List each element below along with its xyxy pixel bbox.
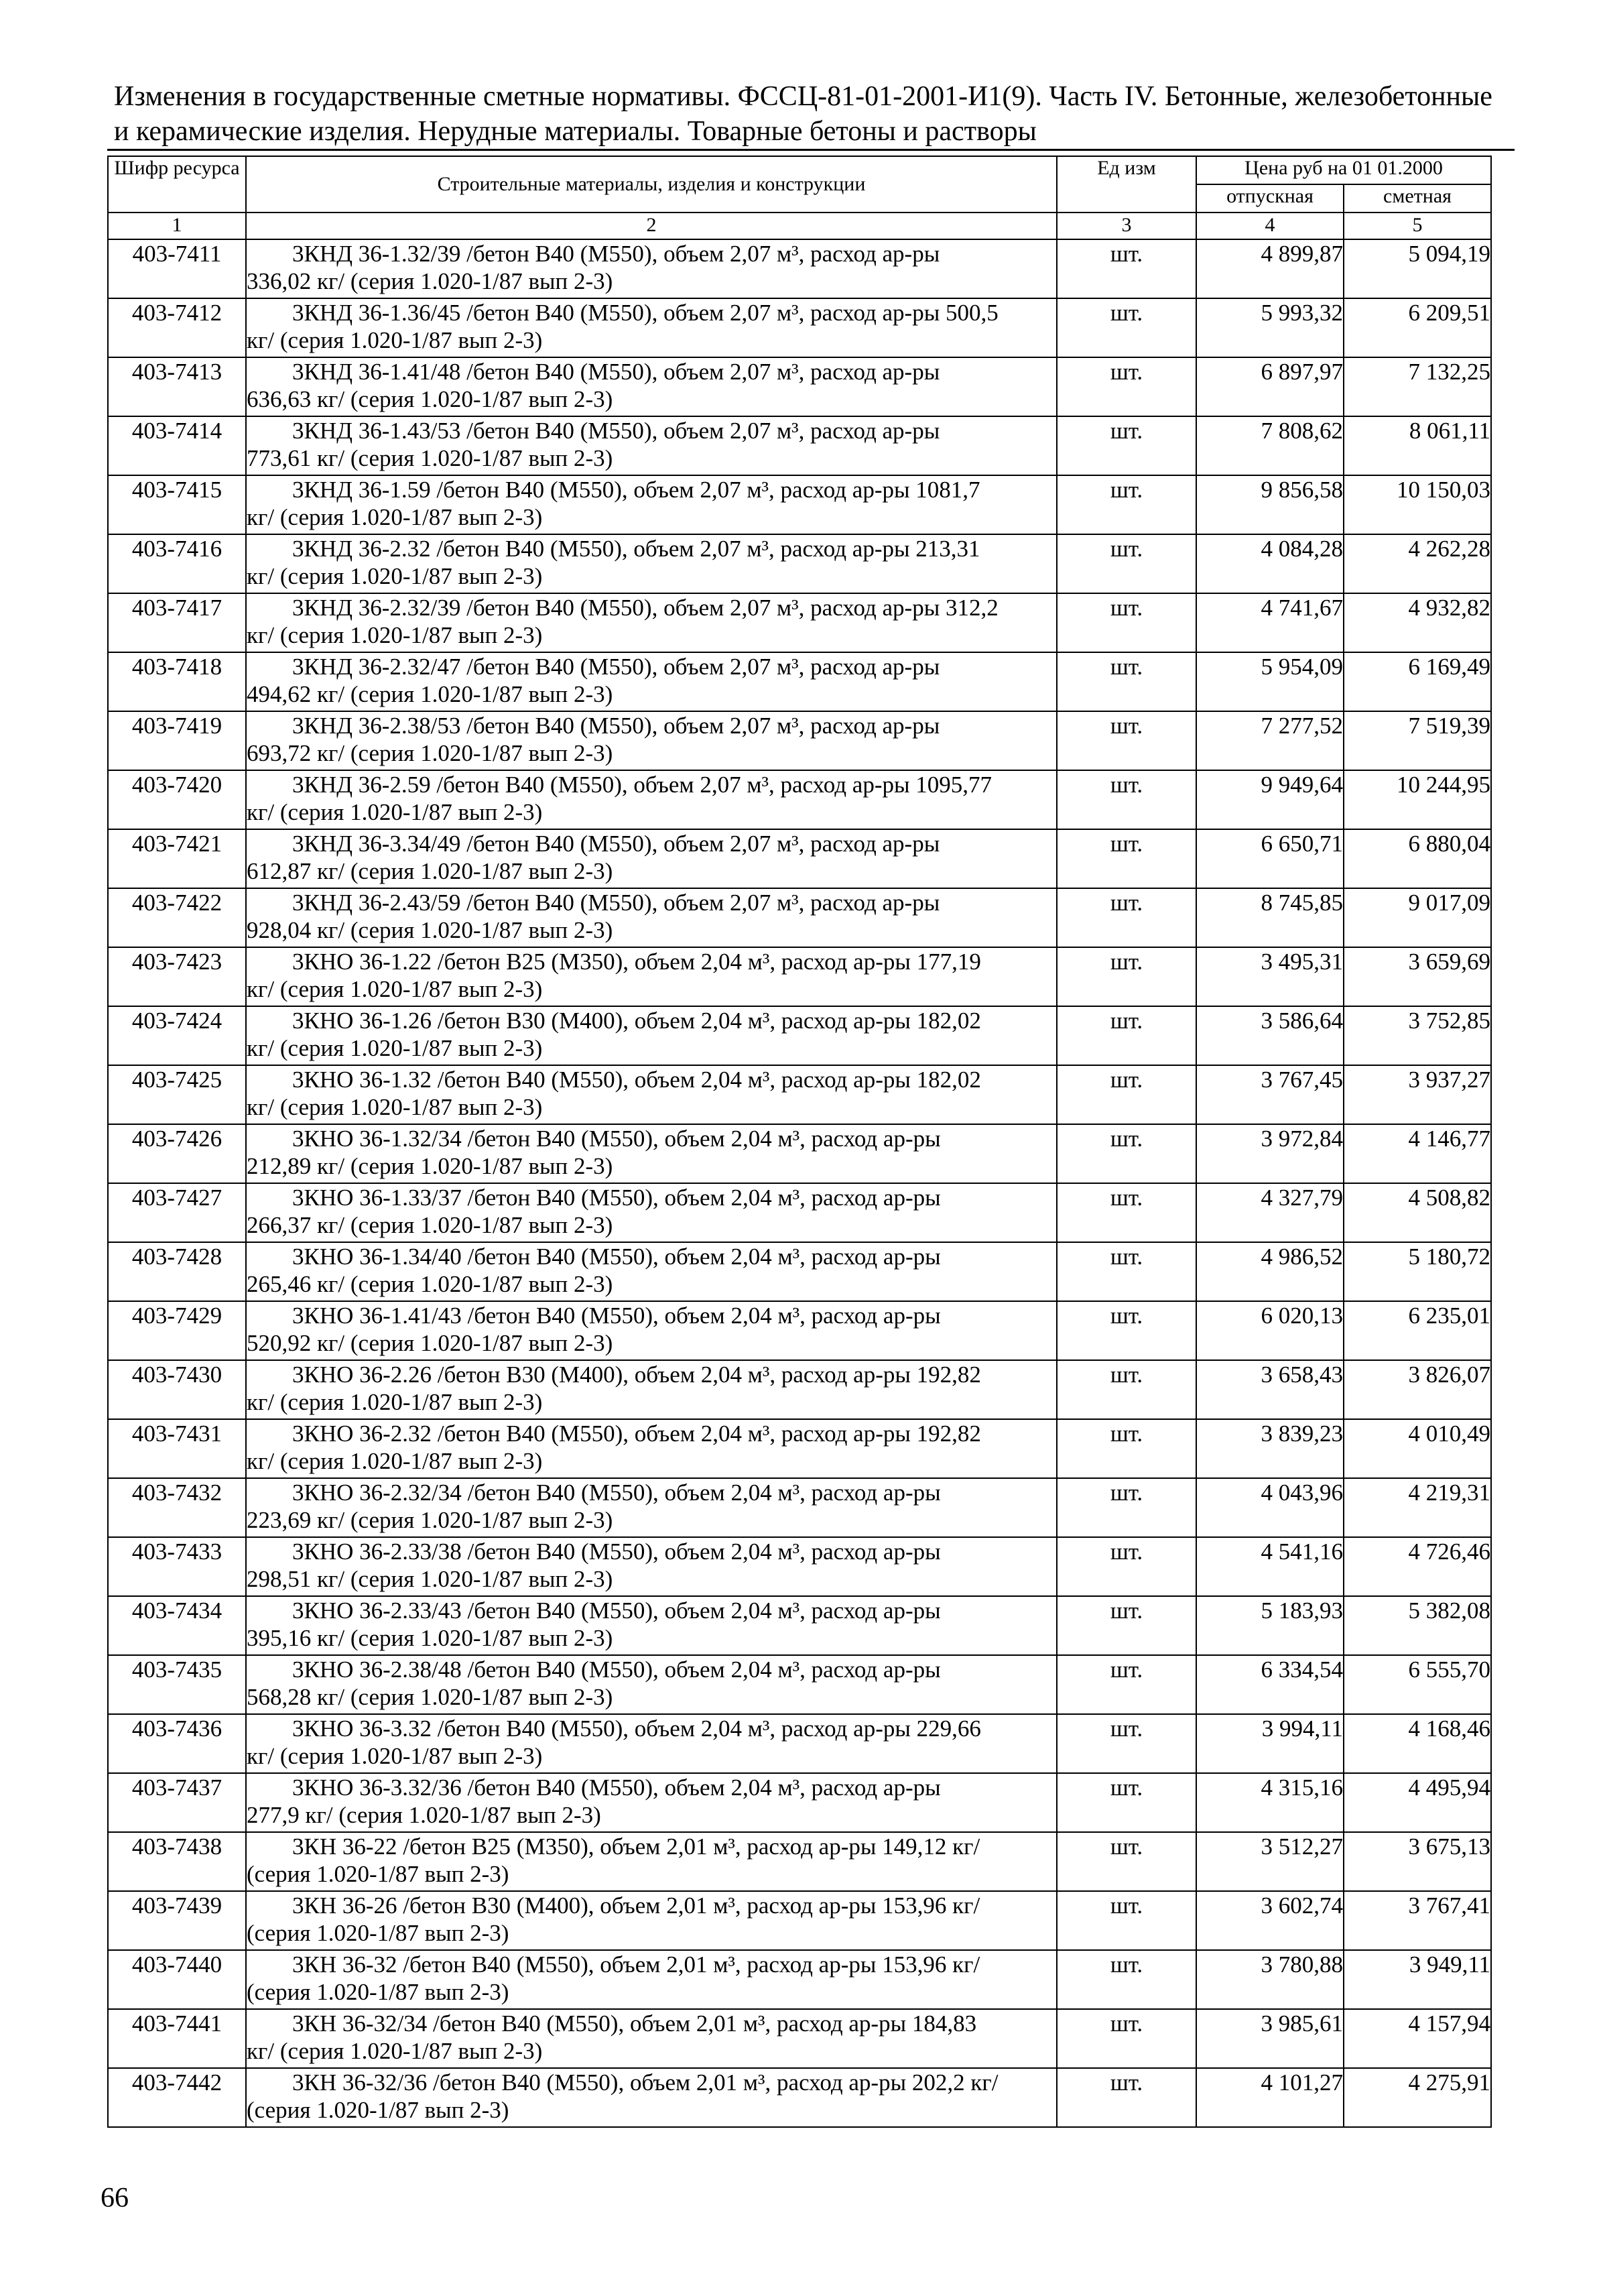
resource-code: 403-7413	[108, 357, 246, 416]
unit: шт.	[1057, 1891, 1196, 1950]
price-estimate: 7 132,25	[1344, 357, 1491, 416]
material-name-line: 3КН 36-32/36 /бетон В40 (М550), объем 2,01 м³, расход ар-ры 202,2 кг/	[292, 2069, 999, 2096]
material-name-line: 3КНД 36-2.32/39 /бетон В40 (М550), объем 2,07 м³, расход ар-ры 312,2	[292, 595, 999, 621]
material-name	[246, 1891, 1057, 1950]
material-name-line: 3КНД 36-1.32/39 /бетон В40 (М550), объем 2,07 м³, расход ар-ры	[292, 241, 940, 267]
table-row	[108, 1065, 1491, 1124]
resource-code: 403-7436	[108, 1714, 246, 1773]
material-name-line: 3КНО 36-2.32/34 /бетон В40 (М550), объем 2,04 м³, расход ар-ры	[292, 1479, 941, 1506]
unit: шт.	[1057, 1950, 1196, 2009]
material-name-line: (серия 1.020-1/87 вып 2-3)	[247, 1861, 509, 1887]
resource-code: 403-7423	[108, 947, 246, 1006]
material-name	[246, 1301, 1057, 1360]
price-release: 3 512,27	[1196, 1832, 1344, 1891]
page-number: 66	[101, 2183, 129, 2214]
material-name	[246, 1006, 1057, 1065]
material-name-line: 3КНО 36-3.32/36 /бетон В40 (М550), объем 2,04 м³, расход ар-ры	[292, 1774, 941, 1801]
table-row	[108, 2068, 1491, 2127]
price-release: 4 043,96	[1196, 1478, 1344, 1537]
resource-code: 403-7427	[108, 1183, 246, 1242]
material-name-line: 3КНО 36-3.32 /бетон В40 (М550), объем 2,04 м³, расход ар-ры 229,66	[292, 1715, 981, 1742]
resource-code: 403-7430	[108, 1360, 246, 1419]
resource-code: 403-7425	[108, 1065, 246, 1124]
price-release: 3 586,64	[1196, 1006, 1344, 1065]
table-row	[108, 888, 1491, 947]
resource-code: 403-7426	[108, 1124, 246, 1183]
material-name-line: 223,69 кг/ (серия 1.020-1/87 вып 2-3)	[247, 1507, 613, 1533]
material-name-line: 494,62 кг/ (серия 1.020-1/87 вып 2-3)	[247, 681, 613, 707]
material-name	[246, 1360, 1057, 1419]
resource-code: 403-7416	[108, 534, 246, 593]
price-estimate: 4 275,91	[1344, 2068, 1491, 2127]
material-name-line: 3КНД 36-1.59 /бетон В40 (М550), объем 2,07 м³, расход ар-ры 1081,7	[292, 477, 980, 503]
header-code: Шифр ресурса	[108, 156, 246, 213]
price-release: 3 602,74	[1196, 1891, 1344, 1950]
price-release: 9 856,58	[1196, 475, 1344, 534]
unit: шт.	[1057, 1596, 1196, 1655]
material-name	[246, 1950, 1057, 2009]
material-name	[246, 947, 1057, 1006]
unit: шт.	[1057, 711, 1196, 770]
resource-code: 403-7419	[108, 711, 246, 770]
table-row	[108, 1183, 1491, 1242]
material-name-line: 336,02 кг/ (серия 1.020-1/87 вып 2-3)	[247, 268, 613, 294]
table-row	[108, 829, 1491, 888]
material-name	[246, 534, 1057, 593]
table-row	[108, 1124, 1491, 1183]
price-release: 6 020,13	[1196, 1301, 1344, 1360]
table-row	[108, 239, 1491, 298]
material-name	[246, 829, 1057, 888]
material-name	[246, 1478, 1057, 1537]
price-release: 7 808,62	[1196, 416, 1344, 475]
header-unit: Ед изм	[1057, 156, 1196, 213]
material-name-line: 3КНО 36-1.32 /бетон В40 (М550), объем 2,04 м³, расход ар-ры 182,02	[292, 1067, 981, 1093]
price-estimate: 3 937,27	[1344, 1065, 1491, 1124]
material-name-line: 3КНО 36-2.26 /бетон В30 (М400), объем 2,04 м³, расход ар-ры 192,82	[292, 1362, 981, 1388]
resource-code: 403-7439	[108, 1891, 246, 1950]
material-name-line: 3КНД 36-2.59 /бетон В40 (М550), объем 2,07 м³, расход ар-ры 1095,77	[292, 772, 992, 798]
material-name	[246, 1537, 1057, 1596]
material-name-line: 3КНО 36-1.34/40 /бетон В40 (М550), объем 2,04 м³, расход ар-ры	[292, 1244, 941, 1270]
material-name-line: 3КНД 36-1.43/53 /бетон В40 (М550), объем 2,07 м³, расход ар-ры	[292, 418, 940, 444]
price-estimate: 4 508,82	[1344, 1183, 1491, 1242]
price-estimate: 4 010,49	[1344, 1419, 1491, 1478]
table-row	[108, 1242, 1491, 1301]
resource-code: 403-7432	[108, 1478, 246, 1537]
price-release: 3 972,84	[1196, 1124, 1344, 1183]
material-name-line: 3КНО 36-1.22 /бетон В25 (М350), объем 2,04 м³, расход ар-ры 177,19	[292, 949, 981, 975]
material-name-line: 636,63 кг/ (серия 1.020-1/87 вып 2-3)	[247, 386, 613, 412]
price-estimate: 4 932,82	[1344, 593, 1491, 652]
resource-code: 403-7440	[108, 1950, 246, 2009]
price-release: 3 495,31	[1196, 947, 1344, 1006]
material-name-line: 277,9 кг/ (серия 1.020-1/87 вып 2-3)	[247, 1802, 601, 1828]
material-name	[246, 593, 1057, 652]
price-release: 6 334,54	[1196, 1655, 1344, 1714]
material-name-line: 3КНД 36-2.32 /бетон В40 (М550), объем 2,07 м³, расход ар-ры 213,31	[292, 536, 980, 562]
price-estimate: 6 209,51	[1344, 298, 1491, 357]
material-name-line: 212,89 кг/ (серия 1.020-1/87 вып 2-3)	[247, 1153, 613, 1179]
unit: шт.	[1057, 416, 1196, 475]
table-row	[108, 1891, 1491, 1950]
table-row	[108, 652, 1491, 711]
price-estimate: 5 180,72	[1344, 1242, 1491, 1301]
material-name-line: кг/ (серия 1.020-1/87 вып 2-3)	[247, 1035, 543, 1061]
resource-code: 403-7434	[108, 1596, 246, 1655]
column-number-row	[108, 213, 1491, 239]
header-rule	[107, 149, 1515, 151]
price-estimate: 4 219,31	[1344, 1478, 1491, 1537]
unit: шт.	[1057, 1006, 1196, 1065]
resource-code: 403-7415	[108, 475, 246, 534]
material-name	[246, 1773, 1057, 1832]
header-price-release: отпускная	[1196, 184, 1344, 213]
resource-code: 403-7438	[108, 1832, 246, 1891]
price-estimate: 4 146,77	[1344, 1124, 1491, 1183]
material-name-line: 3КН 36-32/34 /бетон В40 (М550), объем 2,01 м³, расход ар-ры 184,83	[292, 2010, 977, 2037]
price-release: 3 780,88	[1196, 1950, 1344, 2009]
resource-code: 403-7442	[108, 2068, 246, 2127]
resource-code: 403-7441	[108, 2009, 246, 2068]
material-name	[246, 416, 1057, 475]
price-estimate: 8 061,11	[1344, 416, 1491, 475]
resource-code: 403-7437	[108, 1773, 246, 1832]
price-estimate: 7 519,39	[1344, 711, 1491, 770]
price-estimate: 3 752,85	[1344, 1006, 1491, 1065]
material-name	[246, 1065, 1057, 1124]
material-name-line: кг/ (серия 1.020-1/87 вып 2-3)	[247, 1448, 543, 1474]
resource-code: 403-7424	[108, 1006, 246, 1065]
unit: шт.	[1057, 298, 1196, 357]
table-row	[108, 1832, 1491, 1891]
unit: шт.	[1057, 1773, 1196, 1832]
material-name	[246, 357, 1057, 416]
table-row	[108, 1655, 1491, 1714]
price-estimate: 4 726,46	[1344, 1537, 1491, 1596]
column-number: 4	[1196, 213, 1344, 239]
resource-code: 403-7435	[108, 1655, 246, 1714]
unit: шт.	[1057, 1537, 1196, 1596]
material-name-line: 3КНД 36-1.36/45 /бетон В40 (М550), объем 2,07 м³, расход ар-ры 500,5	[292, 300, 999, 326]
material-name-line: 3КНО 36-1.26 /бетон В30 (М400), объем 2,04 м³, расход ар-ры 182,02	[292, 1008, 981, 1034]
resource-code: 403-7412	[108, 298, 246, 357]
unit: шт.	[1057, 888, 1196, 947]
material-name	[246, 1124, 1057, 1183]
price-release: 3 839,23	[1196, 1419, 1344, 1478]
material-name-line: 928,04 кг/ (серия 1.020-1/87 вып 2-3)	[247, 917, 613, 943]
price-estimate: 9 017,09	[1344, 888, 1491, 947]
table-row	[108, 416, 1491, 475]
material-name	[246, 1242, 1057, 1301]
material-name-line: 3КНО 36-2.33/38 /бетон В40 (М550), объем 2,04 м³, расход ар-ры	[292, 1538, 941, 1565]
table-row	[108, 1773, 1491, 1832]
material-name-line: 3КНО 36-1.33/37 /бетон В40 (М550), объем 2,04 м³, расход ар-ры	[292, 1185, 941, 1211]
price-release: 9 949,64	[1196, 770, 1344, 829]
resource-code: 403-7433	[108, 1537, 246, 1596]
material-name	[246, 1714, 1057, 1773]
material-name-line: кг/ (серия 1.020-1/87 вып 2-3)	[247, 1389, 543, 1415]
material-name-line: 773,61 кг/ (серия 1.020-1/87 вып 2-3)	[247, 445, 613, 471]
table-body	[108, 239, 1491, 2127]
unit: шт.	[1057, 534, 1196, 593]
material-name	[246, 1596, 1057, 1655]
price-estimate: 3 767,41	[1344, 1891, 1491, 1950]
unit: шт.	[1057, 1655, 1196, 1714]
column-number: 2	[246, 213, 1057, 239]
material-name	[246, 652, 1057, 711]
unit: шт.	[1057, 2009, 1196, 2068]
material-name-line: 3КНО 36-2.32 /бетон В40 (М550), объем 2,04 м³, расход ар-ры 192,82	[292, 1421, 981, 1447]
price-estimate: 6 169,49	[1344, 652, 1491, 711]
table-row	[108, 947, 1491, 1006]
price-estimate: 4 168,46	[1344, 1714, 1491, 1773]
table-row	[108, 1419, 1491, 1478]
table-row	[108, 1950, 1491, 2009]
unit: шт.	[1057, 1832, 1196, 1891]
material-name	[246, 239, 1057, 298]
material-name-line: 520,92 кг/ (серия 1.020-1/87 вып 2-3)	[247, 1330, 613, 1356]
price-release: 3 767,45	[1196, 1065, 1344, 1124]
material-name-line: 612,87 кг/ (серия 1.020-1/87 вып 2-3)	[247, 858, 613, 884]
material-name-line: 3КНД 36-1.41/48 /бетон В40 (М550), объем 2,07 м³, расход ар-ры	[292, 359, 940, 385]
page-header	[114, 79, 1508, 149]
price-estimate: 5 094,19	[1344, 239, 1491, 298]
price-release: 4 327,79	[1196, 1183, 1344, 1242]
material-name-line: 266,37 кг/ (серия 1.020-1/87 вып 2-3)	[247, 1212, 613, 1238]
material-name-line: 3КНО 36-2.33/43 /бетон В40 (М550), объем 2,04 м³, расход ар-ры	[292, 1597, 941, 1624]
material-name-line: 3КНО 36-1.32/34 /бетон В40 (М550), объем 2,04 м³, расход ар-ры	[292, 1126, 941, 1152]
unit: шт.	[1057, 829, 1196, 888]
material-name-line: 3КН 36-32 /бетон В40 (М550), объем 2,01 м³, расход ар-ры 153,96 кг/	[292, 1951, 980, 1978]
material-name-line: 3КНД 36-2.38/53 /бетон В40 (М550), объем 2,07 м³, расход ар-ры	[292, 713, 940, 739]
material-name	[246, 770, 1057, 829]
unit: шт.	[1057, 1183, 1196, 1242]
material-name	[246, 1832, 1057, 1891]
material-name-line: 395,16 кг/ (серия 1.020-1/87 вып 2-3)	[247, 1625, 613, 1651]
price-release: 3 985,61	[1196, 2009, 1344, 2068]
unit: шт.	[1057, 947, 1196, 1006]
unit: шт.	[1057, 1301, 1196, 1360]
unit: шт.	[1057, 1360, 1196, 1419]
material-name-line: (серия 1.020-1/87 вып 2-3)	[247, 1920, 509, 1946]
material-name-line: 265,46 кг/ (серия 1.020-1/87 вып 2-3)	[247, 1271, 613, 1297]
table-row	[108, 534, 1491, 593]
material-name-line: 3КНД 36-2.43/59 /бетон В40 (М550), объем 2,07 м³, расход ар-ры	[292, 890, 940, 916]
material-name-line: 3КНД 36-3.34/49 /бетон В40 (М550), объем 2,07 м³, расход ар-ры	[292, 831, 940, 857]
unit: шт.	[1057, 1124, 1196, 1183]
table-row	[108, 1596, 1491, 1655]
price-estimate: 6 235,01	[1344, 1301, 1491, 1360]
table-row	[108, 770, 1491, 829]
price-estimate: 3 826,07	[1344, 1360, 1491, 1419]
material-name	[246, 1183, 1057, 1242]
price-release: 6 650,71	[1196, 829, 1344, 888]
price-release: 3 994,11	[1196, 1714, 1344, 1773]
table-row	[108, 475, 1491, 534]
price-release: 7 277,52	[1196, 711, 1344, 770]
price-estimate: 5 382,08	[1344, 1596, 1491, 1655]
material-name-line: 298,51 кг/ (серия 1.020-1/87 вып 2-3)	[247, 1566, 613, 1592]
resource-code: 403-7431	[108, 1419, 246, 1478]
material-name-line: кг/ (серия 1.020-1/87 вып 2-3)	[247, 2038, 543, 2064]
price-release: 4 101,27	[1196, 2068, 1344, 2127]
price-release: 3 658,43	[1196, 1360, 1344, 1419]
resource-code: 403-7411	[108, 239, 246, 298]
price-release: 4 986,52	[1196, 1242, 1344, 1301]
price-release: 4 741,67	[1196, 593, 1344, 652]
material-name-line: кг/ (серия 1.020-1/87 вып 2-3)	[247, 1094, 543, 1120]
material-name	[246, 298, 1057, 357]
resource-code: 403-7418	[108, 652, 246, 711]
material-name-line: 568,28 кг/ (серия 1.020-1/87 вып 2-3)	[247, 1684, 613, 1710]
material-name	[246, 2009, 1057, 2068]
material-name-line: 3КН 36-26 /бетон В30 (М400), объем 2,01 м³, расход ар-ры 153,96 кг/	[292, 1892, 980, 1919]
material-name-line: кг/ (серия 1.020-1/87 вып 2-3)	[247, 799, 543, 825]
material-name-line: 3КНО 36-1.41/43 /бетон В40 (М550), объем 2,04 м³, расход ар-ры	[292, 1303, 941, 1329]
price-release: 4 315,16	[1196, 1773, 1344, 1832]
price-release: 4 541,16	[1196, 1537, 1344, 1596]
resource-code: 403-7422	[108, 888, 246, 947]
material-name-line: кг/ (серия 1.020-1/87 вып 2-3)	[247, 1743, 543, 1769]
table-row	[108, 298, 1491, 357]
header-price-group: Цена руб на 01 01.2000	[1196, 156, 1491, 184]
unit: шт.	[1057, 2068, 1196, 2127]
resource-code: 403-7421	[108, 829, 246, 888]
material-name	[246, 1419, 1057, 1478]
column-number: 3	[1057, 213, 1196, 239]
material-name	[246, 2068, 1057, 2127]
column-number: 1	[108, 213, 246, 239]
resource-code: 403-7414	[108, 416, 246, 475]
table-row	[108, 357, 1491, 416]
table-row	[108, 1478, 1491, 1537]
material-name	[246, 711, 1057, 770]
price-estimate: 3 949,11	[1344, 1950, 1491, 2009]
table-row	[108, 593, 1491, 652]
material-name	[246, 1655, 1057, 1714]
price-estimate: 6 555,70	[1344, 1655, 1491, 1714]
unit: шт.	[1057, 593, 1196, 652]
material-name-line: кг/ (серия 1.020-1/87 вып 2-3)	[247, 622, 543, 648]
unit: шт.	[1057, 652, 1196, 711]
unit: шт.	[1057, 357, 1196, 416]
document-title: Изменения в государственные сметные нормативы. ФССЦ-81-01-2001-И1(9). Часть IV. Бетонные, железобетонные и керамические изделия. Нерудные материалы. Товарные бетоны и растворы	[114, 81, 1492, 147]
material-name-line: 3КН 36-22 /бетон В25 (М350), объем 2,01 м³, расход ар-ры 149,12 кг/	[292, 1833, 980, 1860]
material-name-line: кг/ (серия 1.020-1/87 вып 2-3)	[247, 976, 543, 1002]
table-row	[108, 1301, 1491, 1360]
table-row	[108, 1360, 1491, 1419]
material-name-line: (серия 1.020-1/87 вып 2-3)	[247, 1979, 509, 2005]
price-release: 8 745,85	[1196, 888, 1344, 947]
price-release: 4 084,28	[1196, 534, 1344, 593]
material-name-line: (серия 1.020-1/87 вып 2-3)	[247, 2097, 509, 2123]
price-estimate: 3 675,13	[1344, 1832, 1491, 1891]
price-release: 6 897,97	[1196, 357, 1344, 416]
price-release: 5 183,93	[1196, 1596, 1344, 1655]
material-name-line: 3КНО 36-2.38/48 /бетон В40 (М550), объем 2,04 м³, расход ар-ры	[292, 1656, 941, 1683]
material-name	[246, 888, 1057, 947]
table-row	[108, 1537, 1491, 1596]
unit: шт.	[1057, 1419, 1196, 1478]
price-estimate: 4 157,94	[1344, 2009, 1491, 2068]
price-estimate: 3 659,69	[1344, 947, 1491, 1006]
header-price-estimate: сметная	[1344, 184, 1491, 213]
price-estimate: 10 150,03	[1344, 475, 1491, 534]
unit: шт.	[1057, 770, 1196, 829]
resource-code: 403-7429	[108, 1301, 246, 1360]
price-estimate: 4 262,28	[1344, 534, 1491, 593]
price-estimate: 10 244,95	[1344, 770, 1491, 829]
resource-code: 403-7428	[108, 1242, 246, 1301]
price-estimate: 4 495,94	[1344, 1773, 1491, 1832]
price-release: 4 899,87	[1196, 239, 1344, 298]
material-name-line: кг/ (серия 1.020-1/87 вып 2-3)	[247, 327, 543, 353]
unit: шт.	[1057, 1242, 1196, 1301]
material-name-line: кг/ (серия 1.020-1/87 вып 2-3)	[247, 563, 543, 589]
unit: шт.	[1057, 1714, 1196, 1773]
unit: шт.	[1057, 1478, 1196, 1537]
column-number: 5	[1344, 213, 1491, 239]
unit: шт.	[1057, 475, 1196, 534]
material-name-line: 3КНД 36-2.32/47 /бетон В40 (М550), объем 2,07 м³, расход ар-ры	[292, 654, 940, 680]
price-estimate: 6 880,04	[1344, 829, 1491, 888]
material-name-line: кг/ (серия 1.020-1/87 вып 2-3)	[247, 504, 543, 530]
table-row	[108, 711, 1491, 770]
price-release: 5 954,09	[1196, 652, 1344, 711]
unit: шт.	[1057, 239, 1196, 298]
resource-code: 403-7420	[108, 770, 246, 829]
resource-code: 403-7417	[108, 593, 246, 652]
material-name	[246, 475, 1057, 534]
material-name-line: 693,72 кг/ (серия 1.020-1/87 вып 2-3)	[247, 740, 613, 766]
table-row	[108, 2009, 1491, 2068]
price-table	[107, 156, 1492, 2128]
table-row	[108, 1006, 1491, 1065]
price-release: 5 993,32	[1196, 298, 1344, 357]
table-row	[108, 1714, 1491, 1773]
unit: шт.	[1057, 1065, 1196, 1124]
header-name: Строительные материалы, изделия и конструкции	[246, 156, 1057, 213]
